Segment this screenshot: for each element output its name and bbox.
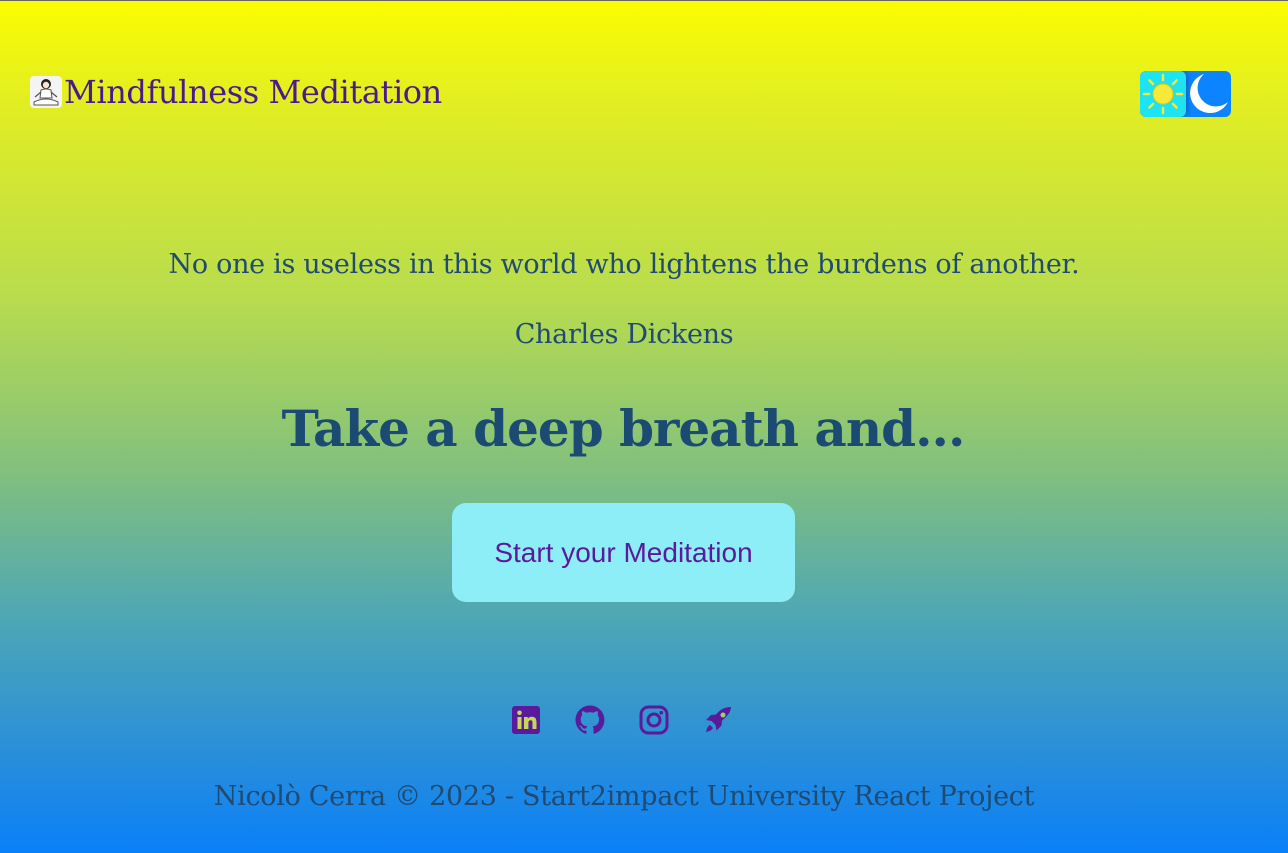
footer-credits: Nicolò Cerra © 2023 - Start2impact University React Project <box>213 781 1035 812</box>
page-headline: Take a deep breath and... <box>281 399 965 458</box>
moon-icon[interactable] <box>1186 71 1231 117</box>
instagram-icon[interactable] <box>638 704 670 740</box>
quote-author: Charles Dickens <box>514 319 734 350</box>
linkedin-icon[interactable] <box>510 704 542 740</box>
meditating-person-icon[interactable] <box>30 76 62 108</box>
app-title: Mindfulness Meditation <box>64 73 442 111</box>
start-meditation-button[interactable]: Start your Meditation <box>452 503 795 602</box>
sun-icon[interactable] <box>1140 71 1186 117</box>
theme-toggle[interactable] <box>1140 71 1231 117</box>
quote-text: No one is useless in this world who lightens the burdens of another. <box>168 249 1080 280</box>
social-links <box>510 704 734 740</box>
github-icon[interactable] <box>574 704 606 740</box>
app-header <box>30 71 442 113</box>
rocket-icon[interactable] <box>702 704 734 740</box>
